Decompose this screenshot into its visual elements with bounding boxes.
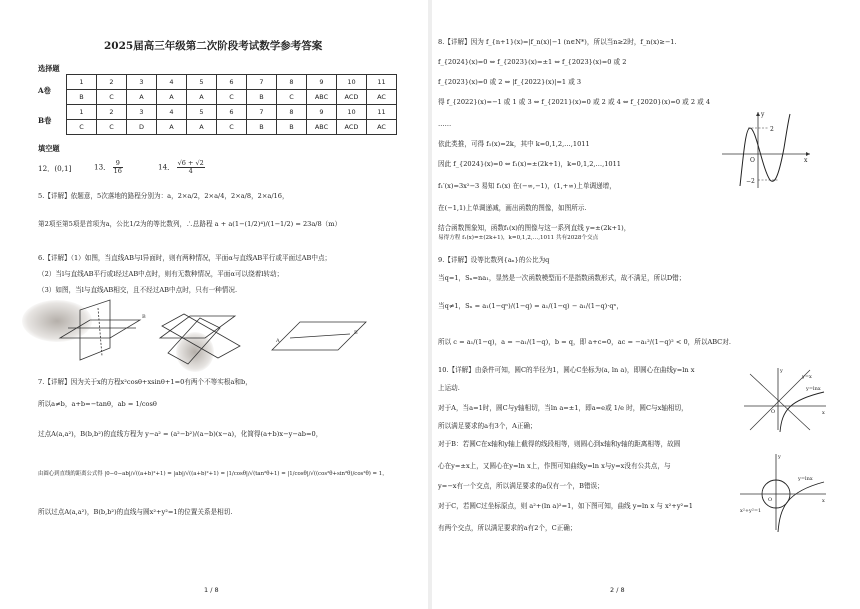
left-page [0,0,428,609]
q9-line-3: 当q≠1，Sₙ = a₁(1−qⁿ)/(1−q) = a₁/(1−q) − a₁/(1−q)·qⁿ， [438,302,623,310]
origin-label: O [771,409,776,415]
x-axis-arrow [806,152,810,156]
q5-line-1: 5.【详解】依题意，5次落地的路程分别为：a，2×a/2，2×a/4，2×a/8，2×a/16， [38,192,289,200]
q10-line-4: 所以满足要求的a有3个，A正确； [438,422,537,430]
axis-label: y [761,111,765,118]
table-cell: A [157,120,187,135]
q8-line-8: f₁′(x)=3x²−3 易知 f₁(x) 在(−∞,−1)，(1,+∞)上单调递增， [438,182,616,190]
origin-label: O [750,157,755,164]
q8-line-6: 依此类推，可得 f₁(x)=2k，其中 k=0,1,2,…,1011 [438,140,590,148]
table-cell: C [97,120,127,135]
table-cell: A [157,90,187,105]
q10-line-5: 对于B：若圆C在x轴和y轴上截得的线段相等，则圆心到x轴和y轴的距离相等，故圆 [438,440,681,448]
q10-line-8: 对于C，若圆C过坐标原点，则 a²+(ln a)²=1，如下图可知，曲线 y=ln x 与 x²+y²=1 [438,502,693,510]
table-cell: 5 [187,105,217,120]
table-cell: B [247,120,277,135]
point-label: A [276,338,280,344]
table-cell: 9 [307,105,337,120]
answer-table-a-numbers [67,75,397,90]
q7-line-4: 由圆心到直线的距离公式得 |0−0−ab|/√((a+b)²+1) = |ab|/√((a+b)²+1) = |1/cosθ|/√(tan²θ+1) = |1/cosθ|/√((cos²θ+sin²θ)/cos²θ) = 1， [38,471,388,477]
table-cell: 10 [337,105,367,120]
answer-table-b [66,104,397,135]
table-cell: 6 [217,105,247,120]
ln-curve [778,482,824,532]
answer-table-a [66,74,397,105]
q8-line-7: 因此 f_{2024}(x)=0 ⇔ f₁(x)=±(2k+1)，k=0,1,2,…,1011 [438,160,622,168]
denominator: 16 [113,167,122,175]
fill-13-fraction [113,160,123,175]
numerator: 9 [113,160,123,168]
table-cell: D [127,120,157,135]
version-b-label: B卷 [38,116,52,125]
table-cell: A [187,90,217,105]
figure-intersecting-plane [272,322,366,350]
axis-label: y [780,368,783,374]
q8-cubic-graph [718,108,814,192]
table-cell: 7 [247,105,277,120]
q10-line-7: y=−x有一个交点，所以满足要求的a仅有一个，B错误； [438,482,604,490]
fill-14-label: 14． [158,162,175,172]
q8-line-3: f_{2023}(x)=0 或 2 ⇔ |f_{2022}(x)|=1 或 3 [438,78,582,86]
origin-label: O [768,497,773,503]
document-title: 2025届高三年级第二次阶段考试数学参考答案 [104,40,323,52]
cubic-curve [740,114,790,186]
table-cell: ABC [307,90,337,105]
point-label: B [142,314,146,320]
table-cell: C [277,90,307,105]
table-cell: AC [367,90,397,105]
q9-line-1: 9.【详解】设等比数列{aₙ}的公比为q [438,256,550,264]
table-cell: 4 [157,105,187,120]
q6-figures [50,298,380,368]
table-cell: 7 [247,75,277,90]
q10-line-1: 10.【详解】由条件可知，圆C的半径为1，圆心C坐标为(a, ln a)，即圆心在曲线y=ln x [438,366,695,374]
fill-answer-12: 12．(0,1] [38,164,72,173]
tick-label: −2 [746,178,755,185]
table-cell: 5 [187,75,217,90]
y-axis-arrow [756,112,760,116]
table-cell: 1 [67,105,97,120]
table-cell: 9 [307,75,337,90]
q9-line-4: 所以 c = a₁/(1−q)，a = −a₁/(1−q)，b = q，即 a+c=0，ac = −a₁²/(1−q)² < 0，所以ABC对. [438,338,731,346]
q10-line-6: 心在y=±x上，又圆心在y=ln x上，作图可知曲线y=ln x与y=x没有公共点，与 [438,462,671,470]
table-cell: 2 [97,105,127,120]
table-cell: C [217,90,247,105]
version-a-label: A卷 [38,86,51,95]
q7-line-3: 过点A(a,a²)，B(b,b²)的直线方程为 y−a² = (a²−b²)/(a−b)(x−a)，化简得(a+b)x−y−ab=0， [38,430,323,438]
right-page [432,0,860,609]
q8-line-1: 8.【详解】因为 f_{n+1}(x)=|f_n(x)|−1 (n∈N*)，所以当n≥2时，f_n(x)≥−1. [438,38,677,46]
q8-line-5: …… [438,120,452,128]
table-cell: B [67,90,97,105]
q8-line-9: 在(−1,1)上单调递减，画出函数的图像，如图所示. [438,204,587,212]
q7-line-2: 所以a≠b，a+b=−tanθ，ab = 1/cosθ [38,400,157,408]
axis-label: x [822,410,825,416]
fill-13-label: 13． [94,162,111,172]
fill-answer-13 [94,160,123,175]
table-cell: A [187,120,217,135]
q8-line-10-prefix: 结合函数图象知，函数f₁(x)的图像与这一系列直线 y=±(2k+1)， [438,224,631,232]
table-cell: 2 [97,75,127,90]
axis-label: x [804,157,808,164]
table-cell: C [217,120,247,135]
figure-skew-planes [60,300,140,360]
table-cell: 8 [277,75,307,90]
q10-line-3: 对于A，当a=1时，圆C与y轴相切，当ln a=±1，即a=e或 1/e 时，圆C与x轴相切， [438,404,688,412]
table-cell: 3 [127,75,157,90]
numerator: √6 + √2 [177,159,204,167]
table-cell: ACD [337,120,367,135]
fill-heading: 填空题 [38,144,60,153]
answer-table-a-answers [67,90,397,105]
denominator: 4 [188,167,193,175]
q6-line-2: （2）当l与直线AB平行或l经过AB中点时，则有无数种情况，平面α可以绕着l转动； [38,270,284,278]
q5-line-2: 第2项至第5项是首项为a，公比1/2为的等比数列，∴总路程 a + a(1−(1/2)⁴)/(1−1/2) = 23a/8（m） [38,220,342,228]
choice-heading: 选择题 [38,64,60,73]
q10-line-2: 上运动. [438,384,460,392]
table-cell: AC [367,120,397,135]
table-cell: C [97,90,127,105]
curve-label: y=lnx [798,476,813,482]
q8-line-2: f_{2024}(x)=0 ⇔ f_{2023}(x)=±1 ⇔ f_{2023}(x)=0 或 2 [438,58,627,66]
table-cell: A [127,90,157,105]
q6-line-1: 6.【详解】（1）如图，当直线AB与l异面时，则有两种情况，平面α与直线AB平行或平面过AB中点； [38,254,332,262]
table-cell: 8 [277,105,307,120]
q7-line-5: 所以过点A(a,a²)，B(b,b²)的直线与圆x²+y²=1的位置关系是相切. [38,508,233,516]
page-number: 1 / 8 [204,586,219,594]
table-cell: 4 [157,75,187,90]
table-cell: 1 [67,75,97,90]
q10-line-9: 有两个交点，所以满足要求的a有2个，C正确； [438,524,577,532]
q8-line-10: 易得方程 f₁(x)=±(2k+1)，k=0,1,2,…,1011 共有2028个交点 [438,235,599,241]
table-cell: 11 [367,75,397,90]
answer-table-b-answers [67,120,397,135]
table-cell: C [67,120,97,135]
q6-line-3: （3）如图，当l与直线AB相交，且不经过AB中点时，只有一种情况. [38,286,238,294]
curve-label: x²+y²=1 [740,508,762,514]
tick-label: 2 [770,126,774,133]
ln-curve [780,392,824,432]
fill-answer-14 [158,160,205,175]
q10-graph-circle [736,450,830,534]
point-label: B [354,330,358,336]
q9-line-2: 当q=1，Sₙ=na₁，显然是一次函数模型而不是指数函数形式，故不满足，所以D错； [438,274,686,282]
table-cell: 6 [217,75,247,90]
fill-14-fraction [177,160,205,175]
table-cell: ABC [307,120,337,135]
line-y-eq-neg-x [750,374,810,430]
table-cell: B [247,90,277,105]
table-cell: ACD [337,90,367,105]
table-cell: 3 [127,105,157,120]
curve-label: y=lnx [806,386,821,392]
q8-line-4: 得 f_{2022}(x)=−1 或 1 或 3 ⇔ f_{2021}(x)=0 或 2 或 4 ⇔ f_{2020}(x)=0 或 2 或 4 [438,98,711,106]
q10-graph-lines [740,364,830,434]
q7-line-1: 7.【详解】因为关于x的方程x²cosθ+xsinθ+1=0有两个不等实根a和b， [38,378,252,386]
answer-table-b-numbers [67,105,397,120]
curve-label: y=x [802,374,812,380]
table-cell: B [277,120,307,135]
axis-label: y [778,454,781,460]
axis-label: x [822,498,825,504]
table-cell: 10 [337,75,367,90]
page-number: 2 / 8 [610,586,625,594]
figure-rotating-planes [160,314,240,364]
table-cell: 11 [367,105,397,120]
